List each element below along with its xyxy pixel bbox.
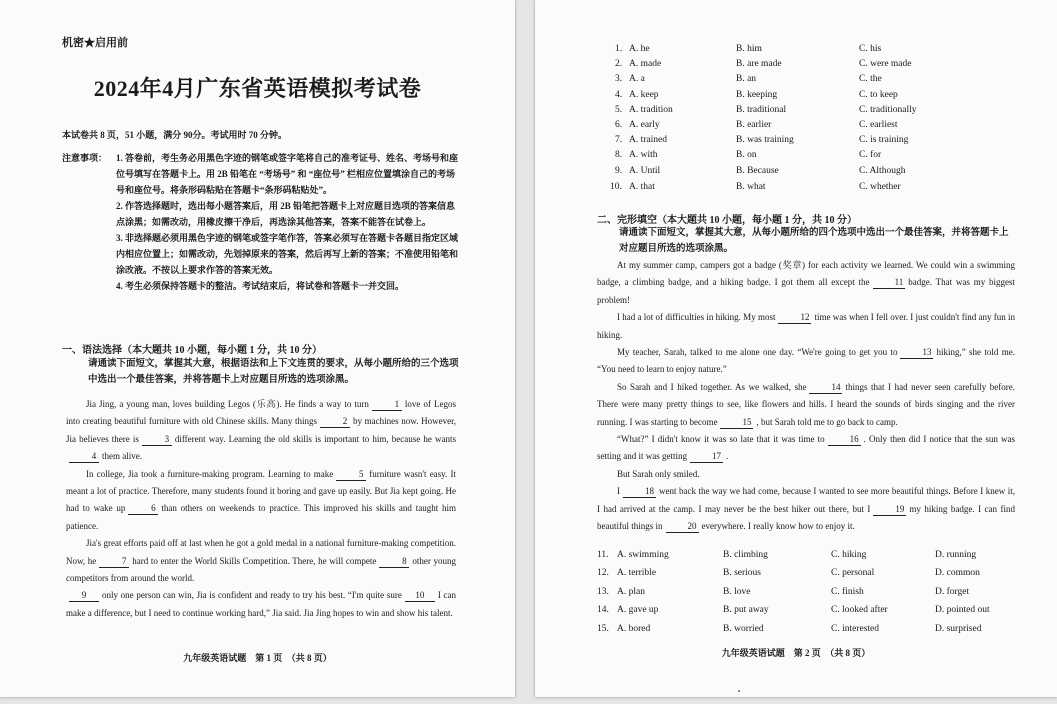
section2-title: 二、完形填空（本大题共 10 小题，每小题 1 分，共 10 分） <box>597 215 857 226</box>
option-b[interactable]: B. worried <box>723 624 764 634</box>
option-row <box>535 44 1057 59</box>
option-c[interactable]: C. looked after <box>831 605 888 615</box>
option-d[interactable]: D. common <box>935 568 980 578</box>
note-item: 3. 非选择题必须用黑色字迹的钢笔或签字笔作答，答案必须写在答题卡各题目指定区域内相应位置上；如需改动，先划掉原来的答案，然后再写上新的答案；不准使用铅笔和涂改液。不按以上要求作答的答案无效。 <box>116 233 459 275</box>
option-b[interactable]: B. keeping <box>736 90 778 100</box>
option-b[interactable]: B. are made <box>736 59 782 69</box>
option-b[interactable]: B. serious <box>723 568 761 578</box>
confidential-label: 机密★启用前 <box>62 37 128 49</box>
option-b[interactable]: B. an <box>736 74 757 84</box>
passage-paragraph: I had a lot of difficulties in hiking. My most 12 time was when I fell over. I just couldn't find any fun in hiking. <box>597 312 1015 340</box>
answer-blank[interactable]: 7 <box>99 556 129 568</box>
answer-blank[interactable]: 11 <box>873 277 906 289</box>
option-row <box>535 568 1057 583</box>
page2-footer: 九年级英语试题 第 2 页 （共 8 页） <box>721 648 871 658</box>
answer-blank[interactable]: 8 <box>379 556 409 568</box>
answer-blank[interactable]: 2 <box>320 416 350 428</box>
option-a[interactable]: A. trained <box>629 135 667 145</box>
option-a[interactable]: A. swimming <box>617 550 669 560</box>
passage-paragraph: So Sarah and I hiked together. As we walked, she 14 things that I had never seen carefully before. There were many pretty things to see, like flowers and hills. I heard the sounds of birds singing and the river running. I was starting to become 15 , but Sarah told me to go back to camp. <box>597 381 1015 427</box>
option-c[interactable]: C. for <box>859 150 882 160</box>
question-number: 12. <box>597 568 609 578</box>
answer-blank[interactable]: 20 <box>666 521 699 533</box>
option-row <box>535 90 1057 105</box>
option-row <box>535 74 1057 89</box>
note-item: 1. 答卷前，考生务必用黑色字迹的钢笔或签字笔将自己的准考证号、姓名、考场号和座位号填写在答题卡上。用 2B 铅笔在 “考场号” 和 “座位号” 栏相应位置填涂自己的考场号和座位号。将条形码粘贴在答题卡“条形码粘贴处”。 <box>116 153 459 195</box>
option-a[interactable]: A. a <box>629 74 645 84</box>
exam-page-2 <box>535 0 1057 697</box>
option-row <box>535 624 1057 639</box>
answer-blank[interactable]: 14 <box>809 382 842 394</box>
answer-blank[interactable]: 3 <box>142 434 172 446</box>
option-a[interactable]: A. plan <box>617 587 645 597</box>
question-number: 15. <box>597 624 609 634</box>
option-a[interactable]: A. that <box>629 182 655 192</box>
answer-blank[interactable]: 13 <box>900 347 933 359</box>
answer-blank[interactable]: 18 <box>623 486 656 498</box>
option-a[interactable]: A. with <box>629 150 658 160</box>
section1-instructions: 请通读下面短文，掌握其大意，根据语法和上下文连贯的要求，从每小题所给的三个选项中选出一个最佳答案，并将答题卡上对应题目所选的选项涂黑。 <box>88 359 459 385</box>
cloze-passage <box>597 257 1015 536</box>
answer-blank[interactable]: 1 <box>372 399 402 411</box>
question-number: 8. <box>615 150 623 160</box>
answer-blank[interactable]: 4 <box>69 451 99 463</box>
question-number: 5. <box>615 105 623 115</box>
passage-paragraph: My teacher, Sarah, talked to me alone one day. “We're going to get you to 13 hiking,” she told me. “You need to learn to enjoy nature.” <box>597 347 1015 375</box>
option-b[interactable]: B. love <box>723 587 751 597</box>
answer-blank[interactable]: 12 <box>778 312 811 324</box>
passage-paragraph: At my summer camp, campers got a badge (奖章) for each activity we learned. We could win a swimming badge, a climbing badge, and a hiking badge. I got them all except the 11 badge. That was my biggest problem! <box>597 260 1015 305</box>
option-row <box>535 166 1057 181</box>
passage-paragraph: Jia Jing, a young man, loves building Legos (乐高). He finds a way to turn 1 love of Legos into creating beautiful furniture with old Chinese skills. Many things 2 by machines now. However, Jia believes there is 3 different way. Learning the old skills is important to him, because he wants4 them alive. <box>66 399 456 462</box>
option-c[interactable]: C. is training <box>859 135 909 145</box>
option-c[interactable]: C. to keep <box>859 90 898 100</box>
option-b[interactable]: B. what <box>736 182 766 192</box>
passage-paragraph: “What?” I didn't know it was so late that it was time to 16 . Only then did I notice that the sun was setting and it was getting 17 . <box>597 434 1015 462</box>
answer-blank[interactable]: 9 <box>69 590 99 602</box>
option-d[interactable]: D. running <box>935 550 977 560</box>
option-c[interactable]: C. finish <box>831 587 864 597</box>
scan-speck <box>738 690 740 692</box>
question-number: 2. <box>615 59 623 69</box>
option-d[interactable]: D. forget <box>935 587 970 597</box>
option-b[interactable]: B. earlier <box>736 120 772 130</box>
passage-paragraph: Jia's great efforts paid off at last when he got a gold medal in a national furniture-making competition. Now, he 7 hard to enter the World Skills Competition. There, he will compete 8 other young competitors from around the world. <box>66 538 456 584</box>
option-c[interactable]: C. the <box>859 74 882 84</box>
option-a[interactable]: A. made <box>629 59 662 69</box>
question-number: 10. <box>610 182 622 192</box>
option-row <box>535 150 1057 165</box>
option-d[interactable]: D. pointed out <box>935 605 990 615</box>
answer-blank[interactable]: 6 <box>128 503 158 515</box>
exam-notes <box>62 150 460 294</box>
grammar-passage <box>66 396 456 622</box>
question-number: 9. <box>615 166 623 176</box>
passage-paragraph: 9 only one person can win, Jia is confident and ready to try his best. “I'm quite sure 10 I can make a difference, but I need to continue working hard,” Jia said. Jia Jing hopes to win and show his talent. <box>66 590 456 618</box>
option-row <box>535 605 1057 620</box>
option-c[interactable]: C. Although <box>859 166 906 176</box>
answer-blank[interactable]: 16 <box>828 434 861 446</box>
option-b[interactable]: B. was training <box>736 135 794 145</box>
option-a[interactable]: A. tradition <box>629 105 673 115</box>
note-item: 4. 考生必须保持答题卡的整洁。考试结束后，将试卷和答题卡一并交回。 <box>116 281 405 291</box>
option-a[interactable]: A. early <box>629 120 660 130</box>
option-c[interactable]: C. whether <box>859 182 901 192</box>
answer-blank[interactable]: 17 <box>690 451 723 463</box>
section1-title: 一、语法选择（本大题共 10 小题，每小题 1 分，共 10 分） <box>62 345 322 356</box>
passage-paragraph: But Sarah only smiled. <box>617 468 700 479</box>
option-c[interactable]: C. hiking <box>831 550 867 560</box>
exam-page-1 <box>0 0 515 697</box>
question-number: 14. <box>597 605 609 615</box>
note-item: 2. 作答选择题时，选出每小题答案后，用 2B 铅笔把答题卡上对应题目选项的答案信息点涂黑；如需改动，用橡皮擦干净后，再选涂其他答案，答案不能答在试卷上。 <box>116 201 456 227</box>
option-row <box>535 105 1057 120</box>
option-a[interactable]: A. bored <box>617 624 651 634</box>
option-b[interactable]: B. climbing <box>723 550 768 560</box>
option-a[interactable]: A. he <box>629 44 650 54</box>
question-number: 13. <box>597 587 609 597</box>
passage-paragraph: I 18 went back the way we had come, because I wanted to see more beautiful things. Before I knew it, I had arrived at the camp. I may never be the best hiker out there, but I 19 my hiking badge. I can find beautiful things in 20 everywhere. I really know how to enjoy it. <box>597 486 1015 532</box>
page1-footer: 九年级英语试题 第 1 页 （共 8 页） <box>183 653 332 663</box>
answer-blank[interactable]: 19 <box>873 504 906 516</box>
question-number: 7. <box>615 135 623 145</box>
option-b[interactable]: B. put away <box>723 605 769 615</box>
question-number: 11. <box>597 550 609 560</box>
option-row <box>535 587 1057 602</box>
option-c[interactable]: C. earliest <box>859 120 898 130</box>
option-a[interactable]: A. terrible <box>617 568 657 578</box>
answer-blank[interactable]: 15 <box>720 417 753 429</box>
option-row <box>535 120 1057 135</box>
option-c[interactable]: C. personal <box>831 568 875 578</box>
question-number: 3. <box>615 74 623 84</box>
option-c[interactable]: C. were made <box>859 59 912 69</box>
answer-blank[interactable]: 5 <box>336 469 366 481</box>
option-b[interactable]: B. traditional <box>736 105 787 115</box>
option-c[interactable]: C. his <box>859 44 882 54</box>
option-b[interactable]: B. on <box>736 150 757 160</box>
option-c[interactable]: C. traditionally <box>859 105 917 115</box>
option-b[interactable]: B. him <box>736 44 762 54</box>
question-number: 6. <box>615 120 623 130</box>
option-row <box>535 182 1057 197</box>
question-number: 1. <box>615 44 623 54</box>
option-row <box>535 135 1057 150</box>
answer-blank[interactable]: 10 <box>405 590 435 602</box>
notes-label: 注意事项： <box>62 153 108 163</box>
option-row <box>535 59 1057 74</box>
option-d[interactable]: D. surprised <box>935 624 982 634</box>
option-b[interactable]: B. Because <box>736 166 779 176</box>
option-a[interactable]: A. keep <box>629 90 659 100</box>
option-a[interactable]: A. gave up <box>617 605 659 615</box>
passage-paragraph: In college, Jia took a furniture-making program. Learning to make 5 furniture wasn't easy. It meant a lot of practice. Therefore, many students found it boring and gave up easily. But Jia kept going. He had to wake up 6 than others on weekends to practice. This improved his skills and taught him patience. <box>66 468 456 531</box>
exam-title: 2024年4月广东省英语模拟考试卷 <box>93 76 422 101</box>
question-number: 4. <box>615 90 623 100</box>
option-c[interactable]: C. interested <box>831 624 880 634</box>
option-row <box>535 550 1057 565</box>
option-a[interactable]: A. Until <box>629 166 661 176</box>
section2-instructions: 请通读下面短文，掌握其大意，从每小题所给的四个选项中选出一个最佳答案，并将答题卡上对应题目所选的选项涂黑。 <box>619 228 1009 254</box>
exam-intro: 本试卷共 8 页，51 小题，满分 90分。考试用时 70 分钟。 <box>62 130 288 140</box>
